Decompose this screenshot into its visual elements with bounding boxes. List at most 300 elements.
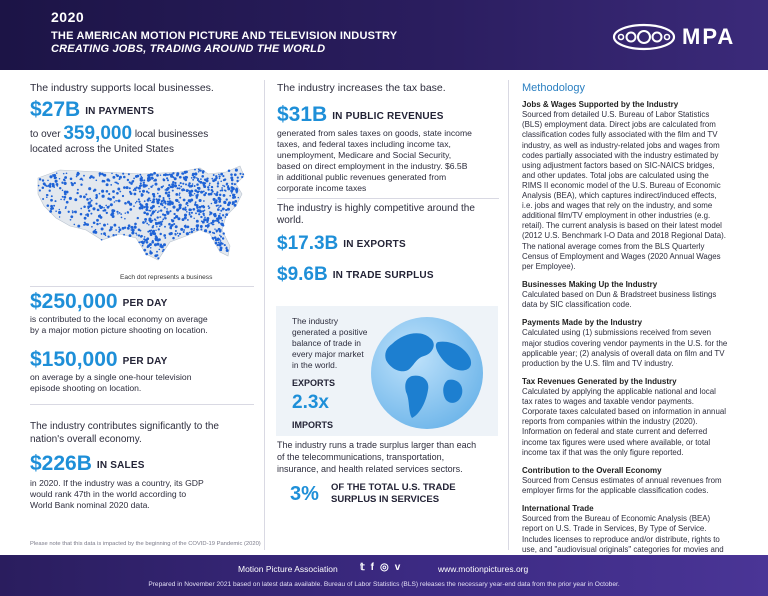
business-dot xyxy=(179,176,182,179)
business-dot xyxy=(129,203,132,206)
business-dot xyxy=(220,236,222,238)
business-dot xyxy=(151,173,153,175)
business-dot xyxy=(103,174,105,176)
business-dot xyxy=(143,249,146,252)
business-dot xyxy=(148,188,149,189)
business-dot xyxy=(193,218,194,219)
business-dot xyxy=(187,226,190,229)
business-dot xyxy=(107,197,110,200)
business-dot xyxy=(169,210,171,212)
business-dot xyxy=(141,179,143,181)
business-dot xyxy=(50,199,53,202)
business-dot xyxy=(190,228,192,230)
business-dot xyxy=(158,210,160,212)
business-dot xyxy=(178,235,180,237)
business-dot xyxy=(204,229,207,232)
methodology-text: use, and "audiovisual originals" categories for movies and xyxy=(522,544,724,554)
business-dot xyxy=(138,201,140,203)
film-per-day-stat: $250,000 PER DAY xyxy=(30,290,168,313)
business-dot xyxy=(149,220,152,223)
business-dot xyxy=(150,232,153,235)
business-dot xyxy=(140,204,143,207)
business-dot xyxy=(196,191,199,194)
business-dot xyxy=(119,212,121,214)
business-dot xyxy=(178,184,180,186)
business-dot xyxy=(222,224,224,226)
business-dot xyxy=(99,205,102,208)
business-dot xyxy=(44,184,46,186)
business-dot xyxy=(54,200,56,202)
business-dot xyxy=(175,225,178,228)
business-dot xyxy=(133,189,135,191)
business-dot xyxy=(89,198,91,200)
business-dot xyxy=(85,223,88,226)
business-dot xyxy=(127,212,129,214)
business-dot xyxy=(197,187,199,189)
business-dot xyxy=(204,209,206,211)
business-dot xyxy=(152,205,155,208)
business-dot xyxy=(153,172,156,175)
business-dot xyxy=(213,232,215,234)
business-dot xyxy=(220,181,222,183)
business-dot xyxy=(172,181,174,183)
business-dot xyxy=(82,179,84,181)
business-dot xyxy=(133,205,135,207)
surplus-text-2: of the telecommunications, transportation, xyxy=(277,452,445,462)
methodology-text: industry, as well as industry-related jobs and wages from xyxy=(522,140,720,150)
business-dot xyxy=(192,208,195,211)
business-dot xyxy=(194,185,196,187)
business-dot xyxy=(211,178,213,180)
business-dot xyxy=(188,199,191,202)
business-dot xyxy=(143,179,145,181)
business-dot xyxy=(214,236,217,239)
film-per-day-text-1: is contributed to the local economy on average xyxy=(30,314,208,324)
business-dot xyxy=(125,212,127,214)
business-dot xyxy=(79,195,82,198)
business-dot xyxy=(42,187,45,190)
business-dot xyxy=(230,189,233,192)
business-dot xyxy=(47,204,50,207)
business-dot xyxy=(235,190,238,193)
globe-icon xyxy=(368,314,486,432)
business-dot xyxy=(200,228,202,230)
business-dot xyxy=(147,246,149,248)
business-dot xyxy=(166,208,168,210)
methodology-text: Calculated based on Dun & Bradstreet business listings xyxy=(522,290,717,299)
business-dot xyxy=(137,217,139,219)
business-dot xyxy=(164,206,166,208)
business-dot xyxy=(59,187,61,189)
business-dot xyxy=(142,242,145,245)
business-dot xyxy=(227,185,229,187)
report-title: THE AMERICAN MOTION PICTURE AND TELEVISION INDUSTRY xyxy=(51,30,398,42)
business-dot xyxy=(175,233,177,235)
business-dot xyxy=(134,193,137,196)
business-dot xyxy=(141,177,143,179)
business-dot xyxy=(134,226,137,229)
methodology-text: RIMS II economic model of the U.S. Bureau of Economic xyxy=(522,180,721,190)
methodology-text: Includes licenses to reproduce and/or distribute, rights to xyxy=(522,534,720,544)
business-dot xyxy=(110,203,113,206)
business-dot xyxy=(96,219,99,222)
business-dot xyxy=(129,187,131,189)
business-dot xyxy=(149,243,152,246)
business-dot xyxy=(226,249,229,252)
business-dot xyxy=(122,195,124,197)
methodology-text: additional film/TV employment in other industries (e.g. xyxy=(522,211,711,221)
twitter-icon[interactable]: 𝕥 xyxy=(360,562,365,573)
business-dot xyxy=(106,212,108,214)
business-dot xyxy=(161,186,163,188)
business-dot xyxy=(129,191,131,193)
business-dot xyxy=(89,177,91,179)
methodology-text: Calculated by applying the applicable national and local xyxy=(522,387,716,396)
business-dot xyxy=(64,176,67,179)
business-dot xyxy=(156,198,158,200)
business-dot xyxy=(154,243,157,246)
services-share-stat: 3% xyxy=(290,483,319,505)
business-count-line: to over 359,000 local businesses xyxy=(30,123,209,144)
business-dot xyxy=(112,176,115,179)
local-business-lead: The industry supports local businesses. xyxy=(30,82,214,94)
business-dot xyxy=(185,203,187,205)
business-dot xyxy=(59,178,60,179)
methodology-text: (2012 U.S. Benchmark I-O Data and 2018 Regional Data). xyxy=(522,231,726,241)
business-dot xyxy=(132,229,135,232)
business-dot xyxy=(195,212,197,214)
business-dot xyxy=(192,195,194,197)
business-dot xyxy=(168,223,171,226)
exports-label: EXPORTS xyxy=(292,378,336,388)
tax-text-3: unemployment, Medicare and Social Security, xyxy=(277,150,452,160)
business-dot xyxy=(235,169,238,172)
business-dot xyxy=(142,245,144,247)
business-dot xyxy=(55,180,58,183)
business-dot xyxy=(115,229,116,230)
business-dot xyxy=(77,189,79,191)
business-dot xyxy=(61,182,63,184)
business-dot xyxy=(98,209,99,210)
business-dot xyxy=(164,189,165,190)
business-dot xyxy=(186,232,189,235)
methodology-text: per Employee). xyxy=(522,261,576,271)
business-dot xyxy=(146,241,149,244)
business-dot xyxy=(173,217,175,219)
business-dot xyxy=(234,183,236,185)
business-dot xyxy=(152,178,154,180)
business-dot xyxy=(222,243,224,245)
business-dot xyxy=(231,183,233,185)
business-dot xyxy=(146,185,148,187)
business-dot xyxy=(118,199,121,202)
business-dot xyxy=(186,211,188,213)
business-dot xyxy=(85,193,87,195)
business-dot xyxy=(158,228,160,230)
business-dot xyxy=(152,240,154,242)
business-dot xyxy=(186,189,189,192)
methodology-text: Information on federal and state current and deferred xyxy=(522,427,708,437)
divider xyxy=(30,404,254,405)
business-dot xyxy=(167,174,169,176)
business-dot xyxy=(174,183,175,184)
business-dot xyxy=(234,194,235,195)
business-dot xyxy=(112,196,115,199)
business-dot xyxy=(239,173,241,175)
methodology-text: major studios covering vendor payments in the U.S. for the xyxy=(522,338,728,348)
business-dot xyxy=(184,209,186,211)
business-dot xyxy=(164,226,166,228)
business-dot xyxy=(157,193,159,195)
business-dot xyxy=(198,180,200,182)
business-dot xyxy=(63,196,66,199)
business-dot xyxy=(162,205,164,207)
business-dot xyxy=(156,254,158,256)
business-dot xyxy=(241,176,243,178)
business-dot xyxy=(205,192,207,194)
business-dot xyxy=(83,175,85,177)
footer-org-name: Motion Picture Association xyxy=(238,564,338,574)
business-dot xyxy=(152,193,154,195)
business-dot xyxy=(190,215,192,217)
business-dot xyxy=(163,179,166,182)
business-dot xyxy=(171,219,173,221)
business-dot xyxy=(46,196,48,198)
business-dot xyxy=(148,178,151,181)
tv-per-day-text-2: episode shooting on location. xyxy=(30,383,142,393)
business-dot xyxy=(179,208,181,210)
business-dot xyxy=(158,195,161,198)
business-dot xyxy=(123,176,126,179)
business-dot xyxy=(155,230,156,231)
header-banner xyxy=(0,0,768,70)
business-dot xyxy=(111,173,113,175)
business-dot xyxy=(62,196,64,198)
website-link[interactable]: www.motionpictures.org xyxy=(438,564,529,574)
business-dot xyxy=(59,209,61,211)
business-dot xyxy=(110,184,112,186)
business-dot xyxy=(68,211,70,213)
business-dot xyxy=(80,208,82,210)
business-dot xyxy=(237,177,239,179)
business-dot xyxy=(90,213,92,215)
business-dot xyxy=(134,223,137,226)
business-dot xyxy=(139,174,141,176)
business-dot xyxy=(153,232,156,235)
business-dot xyxy=(200,191,203,194)
business-dot xyxy=(214,228,216,230)
business-dot xyxy=(171,185,174,188)
business-dot xyxy=(204,182,206,184)
business-dot xyxy=(102,195,105,198)
business-dot xyxy=(223,232,225,234)
surplus-text-1: The industry runs a trade surplus larger than each xyxy=(277,440,477,450)
business-dot xyxy=(192,179,194,181)
business-dot xyxy=(50,207,53,210)
business-dot xyxy=(168,211,170,213)
business-dot xyxy=(208,205,210,207)
business-dot xyxy=(131,180,134,183)
business-dot xyxy=(116,182,118,184)
business-dot xyxy=(233,196,236,199)
vimeo-icon[interactable]: v xyxy=(394,562,401,573)
business-dot xyxy=(95,194,97,196)
business-dot xyxy=(86,198,89,201)
business-dot xyxy=(143,206,145,208)
business-dot xyxy=(146,212,149,215)
business-dot xyxy=(207,227,208,228)
methodology-text: Corporate taxes calculated based on information in annual xyxy=(522,407,726,417)
business-dot xyxy=(225,203,226,204)
business-dot xyxy=(204,179,206,181)
business-dot xyxy=(207,186,209,188)
business-dot xyxy=(84,217,87,220)
business-dot xyxy=(191,231,193,233)
business-dot xyxy=(148,224,150,226)
business-dot xyxy=(42,198,44,200)
business-dot xyxy=(131,231,134,234)
business-dot xyxy=(75,211,77,213)
business-dot xyxy=(221,187,223,189)
business-dot xyxy=(38,185,40,187)
business-dot xyxy=(114,224,117,227)
business-dot xyxy=(102,181,104,183)
business-dot xyxy=(55,210,57,212)
business-dot xyxy=(47,180,49,182)
business-dot xyxy=(189,213,191,215)
business-dot xyxy=(71,183,74,186)
business-dot xyxy=(170,232,173,235)
business-dot xyxy=(163,234,166,237)
business-dot xyxy=(147,231,149,233)
business-dot xyxy=(183,189,185,191)
business-dot xyxy=(119,191,121,193)
business-dot xyxy=(197,183,199,185)
business-dot xyxy=(198,171,199,172)
business-dot xyxy=(115,234,117,236)
business-dot xyxy=(220,210,222,212)
export-import-ratio: 2.3x xyxy=(292,392,329,413)
business-dot xyxy=(92,176,94,178)
business-dot xyxy=(146,190,148,192)
business-dot xyxy=(232,203,234,205)
business-dot xyxy=(224,178,226,180)
business-dot xyxy=(106,183,109,186)
methodology-text: using adjustment factors based on SIC-NAICS bridges, xyxy=(522,160,715,170)
business-dot xyxy=(184,225,187,228)
business-dot xyxy=(133,178,135,180)
business-dot xyxy=(211,203,213,205)
business-dot xyxy=(124,202,127,205)
business-dot xyxy=(150,200,152,202)
column-divider xyxy=(508,80,509,550)
business-dot xyxy=(184,179,187,182)
business-dot xyxy=(185,207,187,209)
business-dot xyxy=(103,232,106,235)
business-dot xyxy=(117,213,118,214)
methodology-heading: Businesses Making Up the Industry xyxy=(522,279,658,289)
business-dot xyxy=(112,190,115,193)
business-dot xyxy=(160,216,162,218)
business-dot xyxy=(226,198,228,200)
business-dot xyxy=(193,176,196,179)
business-dot xyxy=(109,229,111,231)
methodology-text: classification codes fully associated with the film and TV xyxy=(522,130,718,140)
business-dot xyxy=(52,175,53,176)
business-dot xyxy=(217,182,219,184)
business-dot xyxy=(170,226,172,228)
business-dot xyxy=(96,223,98,225)
business-dot xyxy=(118,231,120,233)
business-dot xyxy=(159,233,161,235)
business-dot xyxy=(48,184,51,187)
business-dot xyxy=(173,213,175,215)
instagram-icon[interactable]: ◎ xyxy=(380,562,389,573)
business-dot xyxy=(150,247,152,249)
business-dot xyxy=(183,231,185,233)
business-dot xyxy=(145,221,147,223)
business-dot xyxy=(231,186,234,189)
business-dot xyxy=(80,184,82,186)
business-dot xyxy=(183,229,185,231)
business-dot xyxy=(214,214,217,217)
business-dot xyxy=(99,175,101,177)
business-dot xyxy=(140,179,142,181)
business-dot xyxy=(135,233,137,235)
business-dot xyxy=(135,189,137,191)
business-dot xyxy=(172,190,174,192)
business-dot xyxy=(47,194,49,196)
business-dot xyxy=(236,180,238,182)
business-dot xyxy=(135,202,136,203)
business-dot xyxy=(203,185,206,188)
business-dot xyxy=(128,224,131,227)
business-dot xyxy=(116,174,119,177)
business-dot xyxy=(159,249,161,251)
trade-balance-text-5: in the world. xyxy=(292,360,338,370)
business-dot xyxy=(144,236,146,238)
business-dot xyxy=(178,201,180,203)
economy-lead-2: nation's overall economy. xyxy=(30,434,142,445)
business-dot xyxy=(150,214,152,216)
business-dot xyxy=(187,219,189,221)
business-dot xyxy=(202,206,205,209)
business-dot xyxy=(148,210,150,212)
facebook-icon[interactable]: f xyxy=(370,562,374,573)
business-dot xyxy=(217,204,219,206)
business-dot xyxy=(202,170,205,173)
business-dot xyxy=(234,200,237,203)
tv-per-day-text-1: on average by a single one-hour television xyxy=(30,372,192,382)
business-dot xyxy=(172,206,175,209)
business-dot xyxy=(66,172,68,174)
methodology-heading: Contribution to the Overall Economy xyxy=(522,465,662,475)
footer-banner xyxy=(0,555,768,596)
business-dot xyxy=(49,190,51,192)
us-business-map xyxy=(30,160,256,272)
business-dot xyxy=(72,212,74,214)
business-dot xyxy=(173,172,174,173)
tv-per-day-stat: $150,000 PER DAY xyxy=(30,348,168,371)
business-dot xyxy=(238,197,239,198)
business-dot xyxy=(170,202,172,204)
business-dot xyxy=(129,208,132,211)
business-dot xyxy=(111,209,114,212)
business-dot xyxy=(179,192,181,194)
business-dot xyxy=(209,183,211,185)
business-dot xyxy=(212,220,215,223)
imports-label: IMPORTS xyxy=(292,420,334,430)
